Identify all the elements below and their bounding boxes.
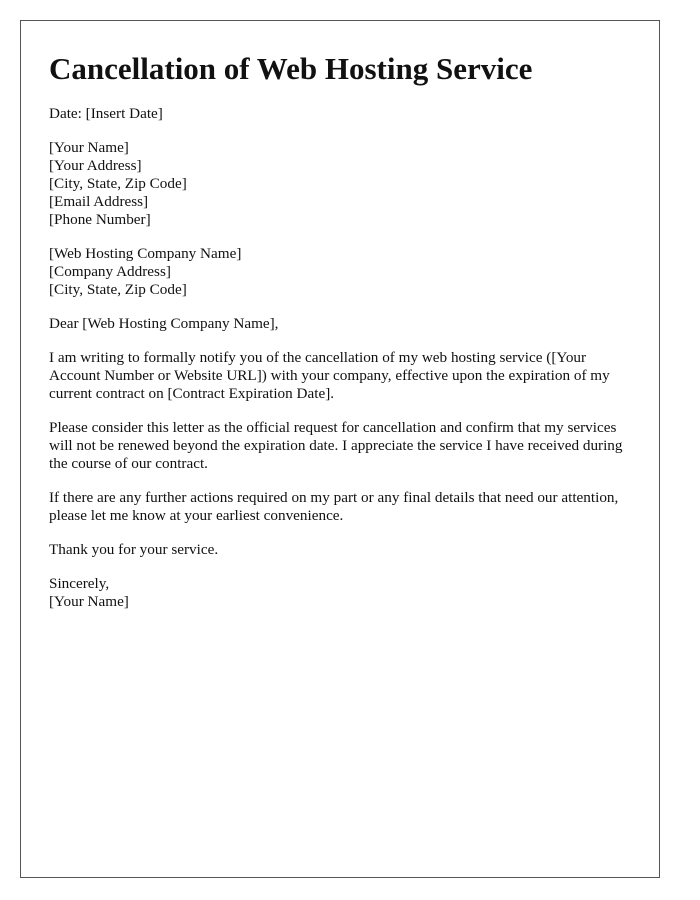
sender-phone: [Phone Number] [49, 211, 151, 228]
body-paragraph-further-actions: If there are any further actions required on my part or any final details that need our attention, please let me know at your earliest convenience. [49, 489, 619, 524]
letter-title: Cancellation of Web Hosting Service [49, 51, 533, 86]
body-paragraph-request: Please consider this letter as the official request for cancellation and confirm that my services will not be renewed beyond the expiration date. I appreciate the service I have received during the course of our contract. [49, 419, 623, 472]
recipient-company-address: [Company Address] [49, 263, 171, 280]
closing-block [49, 575, 633, 611]
sender-address-block [49, 139, 633, 229]
sender-city-state-zip: [City, State, Zip Code] [49, 175, 187, 192]
closing: Sincerely, [49, 575, 110, 592]
recipient-company-name: [Web Hosting Company Name] [49, 245, 242, 262]
letter-content [49, 50, 633, 627]
letter-page [20, 20, 660, 878]
date-line: Date: [Insert Date] [49, 105, 163, 122]
sender-name: [Your Name] [49, 139, 129, 156]
signature-name: [Your Name] [49, 593, 129, 610]
body-paragraph-notification: I am writing to formally notify you of the cancellation of my web hosting service ([Your Account Number or Website URL]) with your company, effective upon the expiration of my current contract on [Contract Expiration Date]. [49, 349, 610, 402]
recipient-city-state-zip: [City, State, Zip Code] [49, 281, 187, 298]
salutation: Dear [Web Hosting Company Name], [49, 315, 279, 332]
sender-address: [Your Address] [49, 157, 142, 174]
sender-email: [Email Address] [49, 193, 149, 210]
body-paragraph-thanks: Thank you for your service. [49, 541, 219, 558]
recipient-address-block [49, 245, 633, 299]
